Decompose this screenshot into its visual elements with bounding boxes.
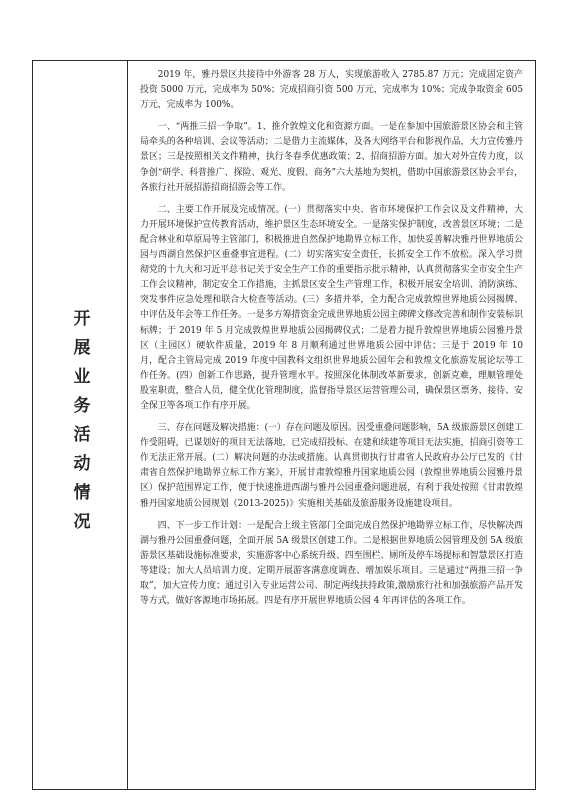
section-label-cell <box>33 61 128 789</box>
section-label: 开展业务活动情况 <box>69 309 90 541</box>
paragraph-problems: 三、存在问题及解决措施：(一）存在问题及原因。因受重叠问题影响，5A 级旅游景区创建工作受阻碍，已谋划好的项目无法落地，已完成招投标、在建和续建等项目无法实施，招商引资等工作无法正常开展。(二）解决问题的办法或措施。认真贯彻执行甘肃省人民政府办公厅已发的《甘肃省自然保护地勘界立标工作方案》，开展甘肃敦煌雅丹国家地质公园（敦煌世界地质公园雅丹景区）保护范围界定工作，便于快速推进西湖与雅丹公园重叠问题进展，有利于我处按照《甘肃敦煌雅丹国家地质公园规划（2013-2025)》实施相关基础及旅游服务设施建设项目。 <box>140 423 523 509</box>
content-cell <box>128 61 535 789</box>
paragraph-promotion: 一、“两推三招一争取”。1、推介敦煌文化和资源方面。一是在参加中国旅游景区协会和主管局牵头的各种培训、会议等活动；二是借力主流媒体，及各大网络平台和影视作品，大力宣传雅丹景区；三是按照相关文件精神，执行冬春季优惠政策；2、招商招游方面。加大对外宣传力度，以争创“研学、科普推广、探险、观光、度假、商务”六大基地为契机，借助中国旅游景区协会平台，各旅行社开展招游招商招游会等工作。 <box>140 122 523 193</box>
paragraph-summary: 2019 年，雅丹景区共接待中外游客 28 万人，实现旅游收入 2785.87 万元；完成固定资产投资 5000 万元，完成率为 50%；完成招商引资 500 万元，完成率为 10%；完成争取资金 605 万元，完成率为 100%。 <box>140 70 523 111</box>
paragraph-main-work: 二、主要工作开展及完成情况。(一）贯彻落实中央、省市环境保护工作会议及文件精神，大力开展环境保护宣传教育活动，维护景区生态环境安全。一是落实保护制度，改善景区环境；二是配合林业和草原局等主管部门，积极推进自然保护地勘界立标工作，加快妥善解决雅丹世界地质公园与西湖自然保护区重叠事宜进程。(二）切实落实安全责任，长抓安全工作不放松。深入学习贯彻党的十九大和习近平总书记关于安全生产工作的重要指示批示精神，认真贯彻落实全市安全生产工作会议精神，制定安全工作措施，主抓景区安全生产管理工作，积极开展安全培训、消防演练、突发事件应急处理和联合大检查等活动。(三）多措并举，全力配合完成敦煌世界地质公园揭牌、中评估及年会等工作任务。一是多方筹措资金完成世界地质公园主碑碑文修改完善和制作安装标识标牌；于 2019 年 5 月完成敦煌世界地质公园揭碑仪式；二是着力提升敦煌世界地质公园雅丹景区（主园区）硬软件质量，2019 年 8 月顺利通过世界地质公园中评估；三是于 2019 年 10 月，配合主管局完成 2019 年度中国教科文组织世界地质公园年会和敦煌文化旅游发展论坛等工作任务。(四）创新工作思路，提升管理水平。按照深化体制改革新要求，创新克难，理顺管理处股室职责，整合人员，健全优化管理制度，监督指导景区运营管理公司，确保景区票务、接待、安全保卫等各项工作有序开展。 <box>140 204 523 411</box>
report-table <box>32 60 536 790</box>
paragraph-next-plan: 四、下一步工作计划：一是配合上级主管部门全面完成自然保护地勘界立标工作，尽快解决西湖与雅丹公园重叠问题，全面开展 5A 级景区创建工作。二是根据世界地质公园管理及创 5A 级旅游景区基础设施标准要求，实施游客中心系统升级、四至围栏、厕所及停车场提标和智慧景区打造等建设；加大人员培训力度、定期开展游客满意度调查、增加娱乐项目。三是通过“两推三招一争取”，加大宣传力度；通过引入专业运营公司、制定两线扶持政策,激励旅行社和加强旅游产品开发等方式，做好客源地市场拓展。四是有序开展世界地质公园 4 年再评估的各项工作。 <box>140 520 523 607</box>
